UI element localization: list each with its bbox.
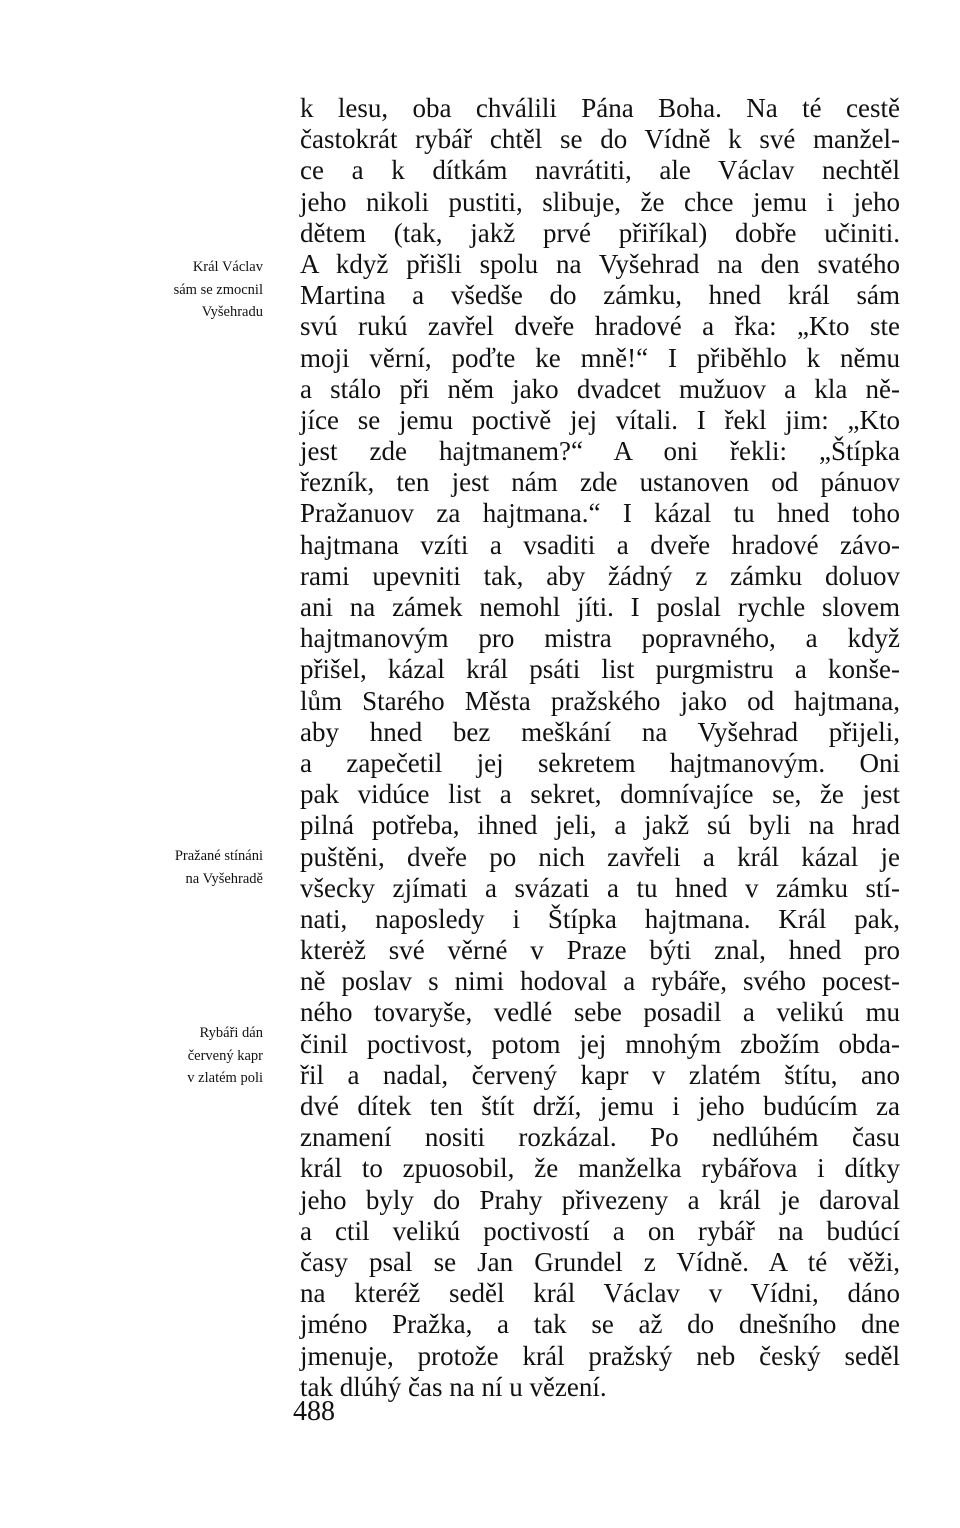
- text-line: Martina a všedše do zámku, hned král sám: [300, 280, 900, 311]
- margin-note-line: Pražané stínáni: [174, 848, 263, 864]
- text-line: svú rukú zavřel dveře hradové a řka: „Kto ste: [300, 311, 900, 342]
- text-line: nati, naposledy i Štípka hajtmana. Král pak,: [300, 903, 900, 934]
- text-line: jest zde hajtmanem?“ A oni řekli: „Štípka: [300, 436, 900, 467]
- text-line: a zapečetil jej sekretem hajtmanovým. Oni: [300, 747, 900, 778]
- text-line: činil poctivost, potom jej mnohým zbožím obda-: [300, 1028, 900, 1059]
- text-line: ně poslav s nimi hodoval a rybáře, svého pocest-: [300, 966, 900, 997]
- margin-note-executions: [175, 845, 263, 890]
- text-line: ného tovaryše, vedlé sebe posadil a velikú mu: [300, 997, 900, 1028]
- text-line: Pražanuov za hajtmana.“ I kázal tu hned toho: [300, 498, 900, 529]
- text-line: jeho nikoli pustiti, slibuje, že chce jemu i jeho: [300, 186, 900, 217]
- text-line: častokrát rybář chtěl se do Vídně k své manžel-: [300, 124, 900, 155]
- text-line: řezník, ten jest nám zde ustanoven od pánuov: [300, 467, 900, 498]
- text-line: král to zpuosobil, že manželka rybářova i dítky: [300, 1153, 900, 1184]
- page-number: 488: [293, 1396, 335, 1427]
- text-line: A když přišli spolu na Vyšehrad na den svatého: [300, 248, 900, 279]
- text-line: na kteréž seděl král Václav v Vídni, dáno: [300, 1278, 900, 1309]
- body-text: [300, 93, 900, 1403]
- text-line: moji věrní, poďte ke mně!“ I přiběhlo k němu: [300, 342, 900, 373]
- margin-note-line: na Vyšehradě: [185, 870, 263, 887]
- text-line: jméno Pražka, a tak se až do dnešního dne: [300, 1309, 900, 1340]
- text-line: pak vidúce list a sekret, domnívajíce se, že jest: [300, 779, 900, 810]
- margin-note-coat-of-arms: [187, 1022, 263, 1090]
- margin-note-line: Vyšehradu: [201, 304, 263, 320]
- text-line: rami upevniti tak, aby žádný z zámku doluov: [300, 560, 900, 591]
- text-line: aby hned bez meškání na Vyšehrad přijeli,: [300, 716, 900, 747]
- text-line: hajtmanovým pro mistra popravného, a když: [300, 623, 900, 654]
- text-line: k lesu, oba chválili Pána Boha. Na té cestě: [300, 93, 900, 123]
- margin-note-line: v zlatém poli: [187, 1070, 263, 1086]
- text-line: a ctil velikú poctivostí a on rybář na budúcí: [300, 1215, 900, 1246]
- text-line: lům Starého Města pražského jako od hajtmana,: [300, 685, 900, 716]
- text-line: časy psal se Jan Grundel z Vídně. A té věži,: [300, 1246, 900, 1277]
- text-line: hajtmana vzíti a vsaditi a dveře hradové závo-: [300, 529, 900, 560]
- text-line: pilná potřeba, ihned jeli, a jakž sú byli na hrad: [300, 810, 900, 841]
- text-line: ani na zámek nemohl jíti. I poslal rychle slovem: [300, 592, 900, 622]
- text-line: jíce se jemu poctivě jej vítali. I řekl jim: „Kto: [300, 404, 900, 435]
- margin-note-vysehrad: [174, 256, 263, 324]
- margin-note-line: Král Václav: [192, 259, 263, 275]
- text-line: znamení nositi rozkázal. Po nedlúhém času: [300, 1122, 900, 1153]
- text-line: dvé dítek ten štít drží, jemu i jeho budúcím za: [300, 1091, 900, 1121]
- text-line: jmenuje, protože král pražský neb český seděl: [300, 1340, 900, 1371]
- text-line: tak dlúhý čas na ní u vězení.: [300, 1371, 607, 1402]
- margin-note-line: sám se zmocnil: [173, 281, 263, 298]
- margin-note-line: červený kapr: [187, 1047, 263, 1064]
- text-line: jeho byly do Prahy přivezeny a král je daroval: [300, 1184, 900, 1215]
- text-line: řil a nadal, červený kapr v zlatém štítu, ano: [300, 1059, 900, 1090]
- text-line: a stálo při něm jako dvadcet mužuov a kla ně-: [300, 373, 900, 404]
- text-line: puštěni, dveře po nich zavřeli a král kázal je: [300, 841, 900, 872]
- text-line: všecky zjímati a svázati a tu hned v zámku stí-: [300, 872, 900, 903]
- text-line: kterėž své věrné v Praze býti znal, hned pro: [300, 935, 900, 966]
- text-line: ce a k dítkám navrátiti, ale Václav nechtěl: [300, 155, 900, 186]
- margin-note-line: Rybáři dán: [199, 1025, 263, 1041]
- text-line: přišel, kázal král psáti list purgmistru a konše-: [300, 654, 900, 685]
- text-line: dětem (tak, jakž prvé přiříkal) dobře učiniti.: [300, 217, 900, 248]
